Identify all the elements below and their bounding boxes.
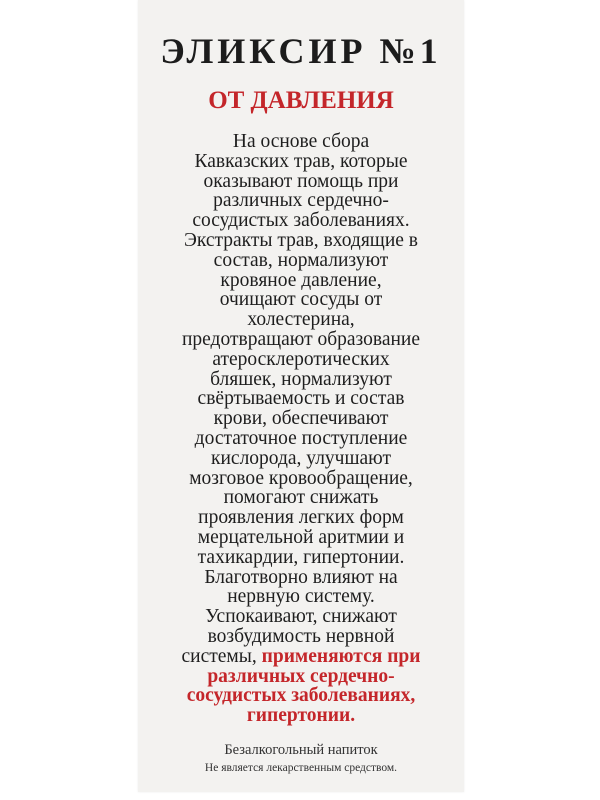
highlight-line: различных сердечно-: [207, 665, 395, 687]
description-line: нервную систему.: [227, 586, 375, 608]
highlight-fragment: применяются при: [261, 645, 421, 667]
description-line: проявления легких форм: [198, 507, 404, 529]
highlight-line: сосудистых заболеваниях,: [186, 685, 416, 707]
description-line: кислорода, улучшают: [211, 447, 391, 469]
product-title: ЭЛИКСИР №1: [160, 31, 442, 71]
description-line: Успокаивают, снижают: [205, 606, 397, 628]
description-line: состав, нормализуют: [213, 249, 389, 271]
description-line: очищают сосуды от: [219, 289, 383, 311]
description-line: атеросклеротических: [212, 348, 390, 370]
description-fragment: системы,: [181, 645, 262, 667]
product-label: [138, 0, 464, 792]
description-line: предотвращают образование: [181, 328, 421, 350]
description-line: возбудимость нервной: [207, 625, 395, 647]
description-line: оказывают помощь при: [203, 170, 399, 192]
description-line: тахикардии, гипертонии.: [197, 546, 405, 568]
description-line: мерцательной аритмии и: [197, 526, 405, 548]
description-line: бляшек, нормализуют: [210, 368, 392, 390]
description-line: На основе сбора: [232, 131, 370, 152]
description-line: помогают снижать: [223, 487, 379, 509]
description-line: мозговое кровообращение,: [189, 467, 413, 489]
description-line: Экстракты трав, входящие в: [184, 229, 418, 251]
description-line: свёртываемость и состав: [197, 388, 405, 410]
description-line: [138, 647, 464, 667]
disclaimer: Не является лекарственным средством.: [204, 762, 398, 774]
description-line: холестерина,: [247, 309, 355, 331]
description-line: различных сердечно-: [213, 190, 389, 212]
description-line: сосудистых заболеваниях.: [192, 210, 410, 232]
description-line: Благотворно влияют на: [204, 566, 398, 588]
footer-note: Безалкогольный напиток: [224, 742, 378, 758]
description-line: кровяное давление,: [220, 269, 382, 291]
product-subtitle: ОТ ДАВЛЕНИЯ: [208, 87, 394, 114]
description-text: [138, 132, 464, 726]
highlight-line: гипертонии.: [246, 705, 356, 727]
description-line: крови, обеспечивают: [213, 408, 389, 430]
description-line: Кавказских трав, которые: [194, 150, 408, 172]
description-line: достаточное поступление: [194, 427, 408, 449]
